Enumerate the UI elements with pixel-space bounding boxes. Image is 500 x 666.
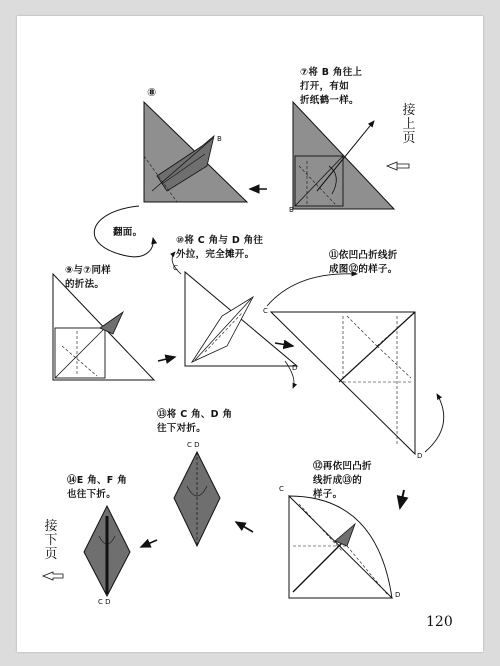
point-cd-fig14: C D [98, 598, 111, 606]
figure-8-diagram [144, 102, 247, 202]
step-12-text: ⑫再依凹凸折 线折成⑬的 样子。 [313, 461, 372, 500]
point-d-fig10: D [292, 364, 298, 372]
arrow-13-to-14 [141, 540, 157, 547]
step-13-text: ⑬将 C 角、D 角 往下对折。 [157, 409, 233, 434]
point-b-fig8: B [217, 135, 222, 143]
continue-from-label: 接上页 [402, 103, 416, 146]
point-c-fig12: C [279, 485, 284, 493]
step-14-text: ⑭E 角、F 角 也往下折。 [67, 475, 127, 500]
figure-10-diagram [172, 252, 297, 388]
arrow-12-to-13 [236, 522, 253, 532]
figure-14-diagram [84, 506, 130, 596]
point-b-fig7: B [289, 206, 294, 214]
arrow-11-to-12 [400, 490, 404, 508]
point-cd-fig13: C D [187, 441, 200, 449]
step-8-number: ⑧ [147, 86, 157, 99]
step-8-text: 翻面。 [113, 227, 143, 238]
prev-page-arrow-icon [387, 162, 409, 170]
point-c-fig10: C [173, 264, 178, 272]
arrow-9-to-10 [158, 357, 175, 361]
step-10-text: ⑩将 C 角与 D 角往 外拉，完全摊开。 [176, 235, 264, 260]
arrow-10-to-11 [275, 343, 293, 346]
step-9-text: ⑨与⑦同样 的折法。 [65, 265, 112, 290]
point-d-fig11: D [417, 452, 423, 460]
figure-12-diagram [289, 496, 392, 598]
next-page-arrow-icon [43, 572, 63, 580]
step-11-text: ⑪依凹凸折线折 成图⑫的样子。 [329, 250, 398, 275]
book-page [17, 16, 483, 652]
step-7-text: ⑦将 B 角往上 打开，有如 折纸鹤一样。 [300, 67, 363, 106]
point-d-fig12: D [395, 591, 401, 599]
point-c-fig11: C [263, 307, 268, 315]
figure-7-diagram [293, 102, 394, 209]
page-number: 120 [426, 614, 453, 630]
figure-13-diagram [174, 452, 220, 546]
continue-to-label: 接下页 [44, 519, 58, 562]
